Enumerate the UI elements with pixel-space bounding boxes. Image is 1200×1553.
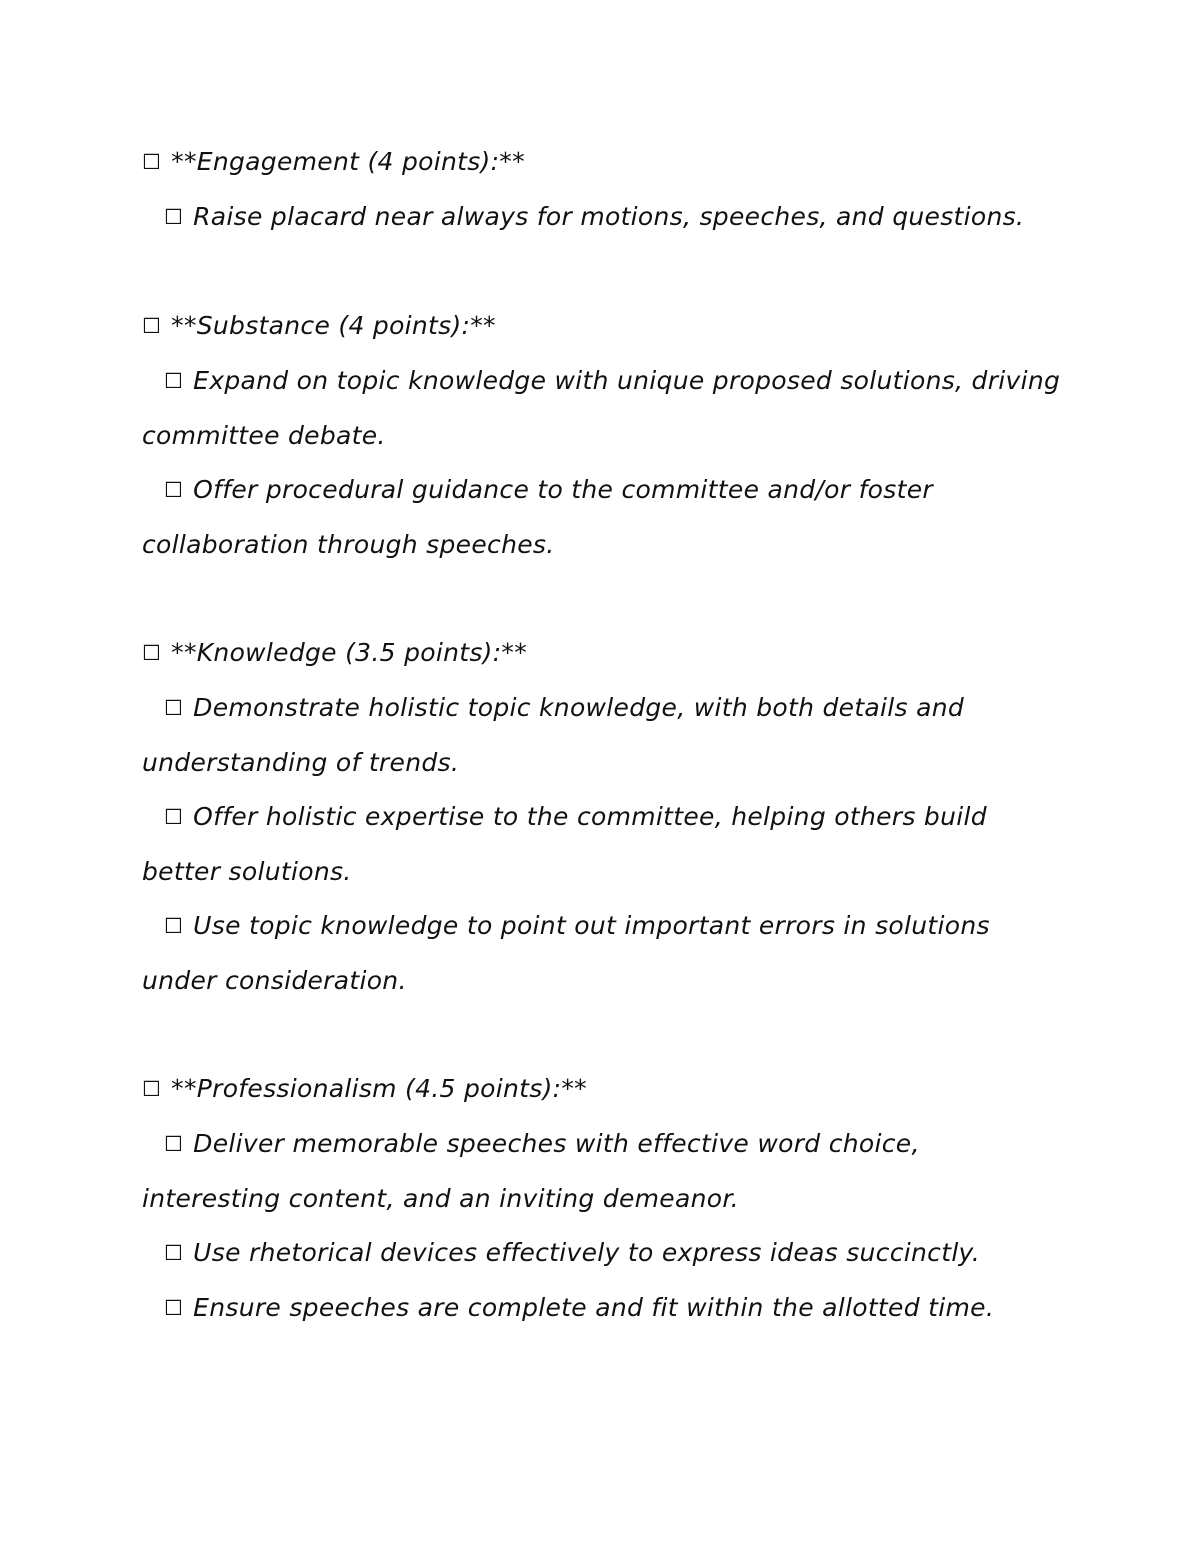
item-text: Expand on topic knowledge with unique proposed solutions, driving committee debate. xyxy=(142,366,1061,450)
item-text: Demonstrate holistic topic knowledge, with both details and understanding of trends. xyxy=(142,693,965,777)
section-heading xyxy=(142,135,1062,190)
item-text: Offer holistic expertise to the committee, helping others build better solutions. xyxy=(142,802,987,886)
checklist-item xyxy=(142,1281,1062,1336)
checklist-item xyxy=(142,354,1062,463)
checkbox-icon[interactable]: ☐ xyxy=(164,369,184,393)
checkbox-icon[interactable]: ☐ xyxy=(164,205,184,229)
section-heading xyxy=(142,626,1062,681)
section-substance xyxy=(142,299,1062,572)
section-engagement xyxy=(142,135,1062,245)
checkbox-icon[interactable]: ☐ xyxy=(164,805,184,829)
checklist-item xyxy=(142,899,1062,1008)
checkbox-icon[interactable]: ☐ xyxy=(142,150,162,174)
heading-text: **Engagement (4 points):** xyxy=(171,147,525,176)
item-text: Deliver memorable speeches with effective word choice, interesting content, and an inviting demeanor. xyxy=(142,1129,920,1213)
checklist-item xyxy=(142,1117,1062,1226)
item-text: Offer procedural guidance to the committee and/or foster collaboration through speeches. xyxy=(142,475,933,559)
checkbox-icon[interactable]: ☐ xyxy=(164,696,184,720)
heading-text: **Professionalism (4.5 points):** xyxy=(171,1074,587,1103)
section-heading xyxy=(142,299,1062,354)
checkbox-icon[interactable]: ☐ xyxy=(142,1077,162,1101)
checklist-item xyxy=(142,681,1062,790)
checkbox-icon[interactable]: ☐ xyxy=(164,478,184,502)
section-professionalism xyxy=(142,1062,1062,1336)
document-page xyxy=(142,135,1062,1336)
checklist-item xyxy=(142,1226,1062,1281)
checkbox-icon[interactable]: ☐ xyxy=(164,914,184,938)
checkbox-icon[interactable]: ☐ xyxy=(164,1241,184,1265)
heading-text: **Substance (4 points):** xyxy=(171,311,496,340)
heading-text: **Knowledge (3.5 points):** xyxy=(171,638,528,667)
item-text: Use topic knowledge to point out important errors in solutions under consideration. xyxy=(142,911,990,995)
item-text: Raise placard near always for motions, speeches, and questions. xyxy=(193,202,1025,231)
section-heading xyxy=(142,1062,1062,1117)
checkbox-icon[interactable]: ☐ xyxy=(142,641,162,665)
checklist-item xyxy=(142,190,1062,245)
item-text: Use rhetorical devices effectively to express ideas succinctly. xyxy=(193,1238,980,1267)
checkbox-icon[interactable]: ☐ xyxy=(164,1132,184,1156)
checklist-item xyxy=(142,463,1062,572)
checklist-item xyxy=(142,790,1062,899)
checkbox-icon[interactable]: ☐ xyxy=(142,314,162,338)
item-text: Ensure speeches are complete and fit within the allotted time. xyxy=(193,1293,995,1322)
checkbox-icon[interactable]: ☐ xyxy=(164,1296,184,1320)
section-knowledge xyxy=(142,626,1062,1008)
